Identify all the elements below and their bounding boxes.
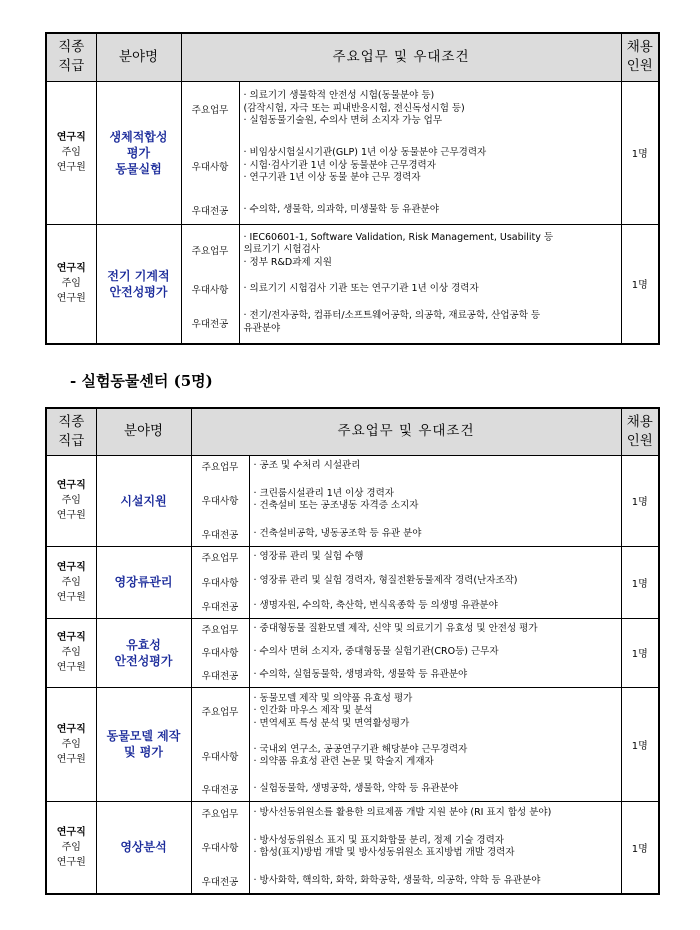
field-name: 영장류관리 (96, 546, 191, 618)
field-name: 시설지원 (96, 455, 191, 546)
label-pref: 우대사항 (191, 640, 249, 664)
header-field-name: 분야명 (96, 33, 181, 81)
position-cell: 연구직 주임 연구원 (46, 455, 96, 546)
label-pref: 우대사항 (181, 136, 239, 196)
label-major: 우대전공 (191, 777, 249, 801)
position-cell: 연구직 주임 연구원 (46, 618, 96, 687)
pref-text: · 비임상시험실시기관(GLP) 1년 이상 동물분야 근무경력자 · 시험·검사기관 1년 이상 동물분야 근무경력자 · 연구기관 1년 이상 동물 분야 근무 경력자 (239, 136, 621, 196)
duty-text: · 동물모델 제작 및 의약품 유효성 평가 · 인간화 마우스 제작 및 분석 · 면역세포 특성 분석 및 면역활성평가 (249, 687, 621, 735)
field-name: 생체적합성 평가 동물실험 (96, 81, 181, 224)
major-text: · 전기/전자공학, 컴퓨터/소프트웨어공학, 의공학, 재료공학, 산업공학 등 유관분야 (239, 302, 621, 344)
label-major: 우대전공 (191, 664, 249, 687)
headcount: 1명 (621, 801, 659, 894)
label-duty: 주요업무 (191, 687, 249, 735)
label-pref: 우대사항 (181, 276, 239, 302)
pref-text: · 영장류 관리 및 실험 경력자, 형질전환동물제작 경력(난자조작) (249, 568, 621, 595)
label-major: 우대전공 (191, 595, 249, 618)
label-major: 우대전공 (181, 302, 239, 344)
position-cell: 연구직 주임 연구원 (46, 801, 96, 894)
headcount: 1명 (621, 546, 659, 618)
label-major: 우대전공 (191, 869, 249, 894)
header-headcount: 채용 인원 (621, 408, 659, 455)
major-text: · 실험동물학, 생명공학, 생물학, 약학 등 유관분야 (249, 777, 621, 801)
position-cell: 연구직 주임 연구원 (46, 687, 96, 801)
position-cell: 연구직 주임 연구원 (46, 224, 96, 344)
header-duties: 주요업무 및 우대조건 (181, 33, 621, 81)
field-name: 전기 기계적 안전성평가 (96, 224, 181, 344)
label-major: 우대전공 (191, 523, 249, 546)
headcount: 1명 (621, 687, 659, 801)
section-title: - 실험동물센터 (5명) (70, 372, 213, 390)
header-job-type: 직종 직급 (46, 408, 96, 455)
header-job-type: 직종 직급 (46, 33, 96, 81)
major-text: · 수의학, 생물학, 의과학, 미생물학 등 유관분야 (239, 196, 621, 224)
label-duty: 주요업무 (191, 618, 249, 640)
header-field-name: 분야명 (96, 408, 191, 455)
position-cell: 연구직 주임 연구원 (46, 546, 96, 618)
label-major: 우대전공 (181, 196, 239, 224)
duty-text: · 중대형동물 질환모델 제작, 신약 및 의료기기 유효성 및 안전성 평가 (249, 618, 621, 640)
headcount: 1명 (621, 455, 659, 546)
position-cell: 연구직 주임 연구원 (46, 81, 96, 224)
label-pref: 우대사항 (191, 735, 249, 777)
major-text: · 건축설비공학, 냉동공조학 등 유관 분야 (249, 523, 621, 546)
duty-text: · 공조 및 수처리 시설관리 (249, 455, 621, 477)
field-name: 유효성 안전성평가 (96, 618, 191, 687)
major-text: · 생명자원, 수의학, 축산학, 번식육종학 등 의생명 유관분야 (249, 595, 621, 618)
pref-text: · 방사성동위원소 표지 및 표지화합물 분리, 정제 기술 경력자 · 합성(표지)방법 개발 및 방사성동위원소 표지방법 개발 경력자 (249, 825, 621, 869)
field-name: 동물모델 제작 및 평가 (96, 687, 191, 801)
major-text: · 수의학, 실험동물학, 생명과학, 생물학 등 유관분야 (249, 664, 621, 687)
label-duty: 주요업무 (191, 546, 249, 568)
headcount: 1명 (621, 224, 659, 344)
label-duty: 주요업무 (181, 224, 239, 276)
label-pref: 우대사항 (191, 568, 249, 595)
label-pref: 우대사항 (191, 477, 249, 523)
pref-text: · 의료기기 시험검사 기관 또는 연구기관 1년 이상 경력자 (239, 276, 621, 302)
duty-text: · IEC60601-1, Software Validation, Risk Management, Usability 등 의료기기 시험검사 · 정부 R&D과제 지원 (239, 224, 621, 276)
header-headcount: 채용 인원 (621, 33, 659, 81)
headcount: 1명 (621, 81, 659, 224)
label-duty: 주요업무 (191, 455, 249, 477)
pref-text: · 수의사 면허 소지자, 중대형동물 실험기관(CRO등) 근무자 (249, 640, 621, 664)
pref-text: · 국내외 연구소, 공공연구기관 해당분야 근무경력자 · 의약품 유효성 관련 논문 및 학술지 게재자 (249, 735, 621, 777)
header-duties: 주요업무 및 우대조건 (191, 408, 621, 455)
label-pref: 우대사항 (191, 825, 249, 869)
duty-text: · 의료기기 생물학적 안전성 시험(동물분야 등) (감작시험, 자극 또는 피내반응시험, 전신독성시험 등) · 실험동물기술원, 수의사 면허 소지자 가능 업무 (239, 81, 621, 136)
pref-text: · 크린룸시설관리 1년 이상 경력자 · 건축설비 또는 공조냉동 자격증 소지자 (249, 477, 621, 523)
label-duty: 주요업무 (191, 801, 249, 825)
label-duty: 주요업무 (181, 81, 239, 136)
recruit-table-1 (45, 32, 660, 345)
duty-text: · 영장류 관리 및 실험 수행 (249, 546, 621, 568)
headcount: 1명 (621, 618, 659, 687)
major-text: · 방사화학, 핵의학, 화학, 화학공학, 생물학, 의공학, 약학 등 유관분야 (249, 869, 621, 894)
field-name: 영상분석 (96, 801, 191, 894)
duty-text: · 방사선동위원소를 활용한 의료제품 개발 지원 분야 (RI 표지 합성 분야) (249, 801, 621, 825)
recruit-table-2 (45, 407, 660, 895)
